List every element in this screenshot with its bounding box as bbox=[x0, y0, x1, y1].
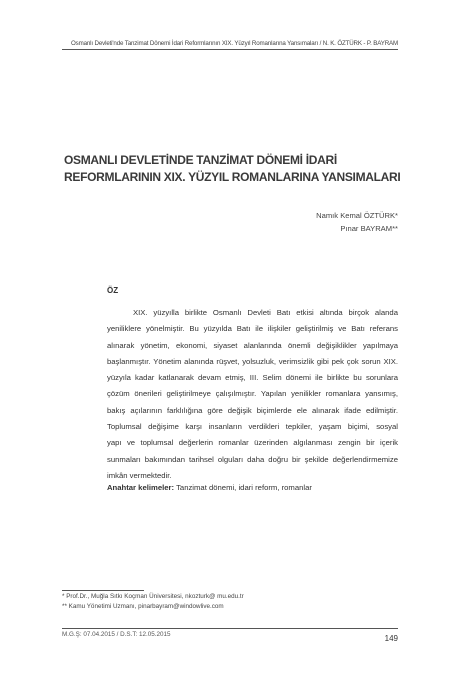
footnote-2: ** Kamu Yönetimi Uzmanı, pinarbayram@windowlive.com bbox=[62, 603, 224, 610]
abstract-line: Toplumsal değişime karşı insanların verdikleri tepkiler, yaşam biçimi, sosyal bbox=[107, 422, 398, 432]
article-title bbox=[64, 152, 404, 186]
abstract-line: bakış açılarının farklılığına göre değişik biçimlerde ele alınarak ifade edilmiştir. bbox=[107, 405, 398, 415]
abstract-line: yapı ve toplumsal değerlerin romanlar üzerinden algılanması zengin bir içerik bbox=[107, 438, 398, 448]
article-title-line-2: REFORMLARININ XIX. YÜZYIL ROMANLARINA YANSIMALARI bbox=[64, 170, 401, 184]
keywords-label: Anahtar kelimeler: bbox=[107, 483, 175, 492]
page-number: 149 bbox=[384, 634, 398, 643]
running-header: Osmanlı Devleti'nde Tanzimat Dönemi İdari Reformlarının XIX. Yüzyıl Romanlarına Yansımaları / N. K. ÖZTÜRK - P. BAYRAM bbox=[70, 40, 398, 47]
footer-rule bbox=[62, 628, 398, 629]
author-list bbox=[316, 209, 398, 235]
abstract-line: imkân vermektedir. bbox=[107, 470, 172, 480]
keywords bbox=[107, 483, 398, 492]
footnotes bbox=[62, 592, 398, 612]
abstract-line: yeniliklere yönelmiştir. Bu yüzyılda Batı ile ilişkiler geliştirilmiş ve Batı referans bbox=[107, 324, 398, 334]
abstract-line: alınarak yönetim, ekonomi, siyaset alanlarında önemli değişiklikler yapılmaya bbox=[107, 340, 398, 350]
abstract-line: yüzyıla kadar katlanarak devam etmiş, III. Selim dönemi ile birlikte bu sorunlara bbox=[107, 373, 398, 383]
footnote-rule bbox=[62, 590, 144, 591]
abstract-line: sunmaları bakımından tarihsel olguları daha doğru bir şekilde değerlendirmemize bbox=[107, 454, 398, 464]
footer-dates: M.G.Ş: 07.04.2015 / D.S.T: 12.05.2015 bbox=[62, 631, 171, 638]
abstract-line: çözüm önerileri geliştirilmeye çalışılmıştır. Yapılan yenilikler romanlara yansımış, bbox=[107, 389, 398, 399]
abstract-body bbox=[107, 305, 398, 484]
header-rule bbox=[62, 49, 398, 50]
article-title-line-1: OSMANLI DEVLETİNDE TANZİMAT DÖNEMİ İDARİ bbox=[64, 153, 337, 167]
abstract-line: XIX. yüzyılla birlikte Osmanlı Devleti Batı etkisi altında birçok alanda bbox=[133, 308, 398, 317]
footnote-1: * Prof.Dr., Muğla Sıtkı Koçman Üniversitesi, nkozturk@ mu.edu.tr bbox=[62, 593, 244, 600]
keywords-text: Tanzimat dönemi, idari reform, romanlar bbox=[174, 483, 312, 492]
author-2: Pınar BAYRAM** bbox=[340, 224, 398, 233]
abstract-label: ÖZ bbox=[107, 286, 119, 295]
abstract-line: başlanmıştır. Yönetim alanında rüşvet, yolsuzluk, verimsizlik gibi pek çok sorun XIX. bbox=[107, 356, 398, 366]
author-1: Namık Kemal ÖZTÜRK* bbox=[316, 211, 398, 220]
